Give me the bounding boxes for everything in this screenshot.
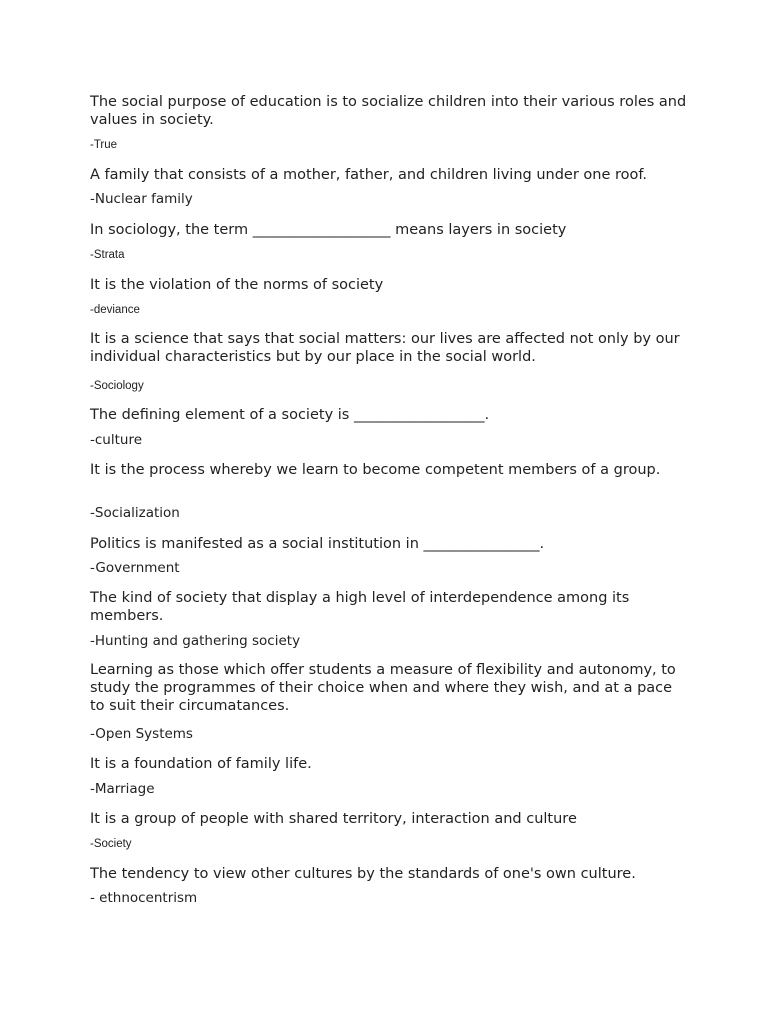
answer-5: -Sociology (90, 380, 144, 392)
answer-7: -Socialization (90, 505, 180, 521)
question-5: It is a science that says that social matters: our lives are affected not only by our individual characteristics but by our place in the social world. (90, 331, 685, 365)
answer-1: -True (90, 139, 118, 151)
answer-13: - ethnocentrism (90, 890, 198, 906)
question-8: Politics is manifested as a social institution in ________________. (90, 536, 545, 552)
question-11: It is a foundation of family life. (90, 756, 312, 772)
question-9: The kind of society that display a high level of interdependence among its members. (90, 590, 634, 624)
question-6: The defining element of a society is __________________. (90, 407, 490, 423)
answer-2: -Nuclear family (90, 191, 193, 207)
answer-9: -Hunting and gathering society (90, 633, 301, 649)
answer-10: -Open Systems (90, 726, 193, 742)
answer-11: -Marriage (90, 781, 155, 797)
question-10: Learning as those which offer students a measure of flexibility and autonomy, to study the programmes of their choice when and where they wish, and at a pace to suit their circumatances. (90, 662, 681, 714)
question-4: It is the violation of the norms of society (90, 277, 384, 293)
question-2: A family that consists of a mother, father, and children living under one roof. (90, 167, 648, 183)
question-3: In sociology, the term ___________________ means layers in society (90, 222, 567, 238)
answer-6: -culture (90, 432, 143, 448)
question-7: It is the process whereby we learn to become competent members of a group. (90, 462, 661, 478)
answer-8: -Government (90, 560, 180, 576)
answer-12: -Society (90, 838, 132, 850)
question-1: The social purpose of education is to socialize children into their various roles and values in society. (90, 94, 691, 128)
answer-3: -Strata (90, 249, 125, 261)
question-13: The tendency to view other cultures by the standards of one's own culture. (90, 866, 636, 882)
question-12: It is a group of people with shared territory, interaction and culture (90, 811, 577, 827)
answer-4: -deviance (90, 304, 140, 316)
